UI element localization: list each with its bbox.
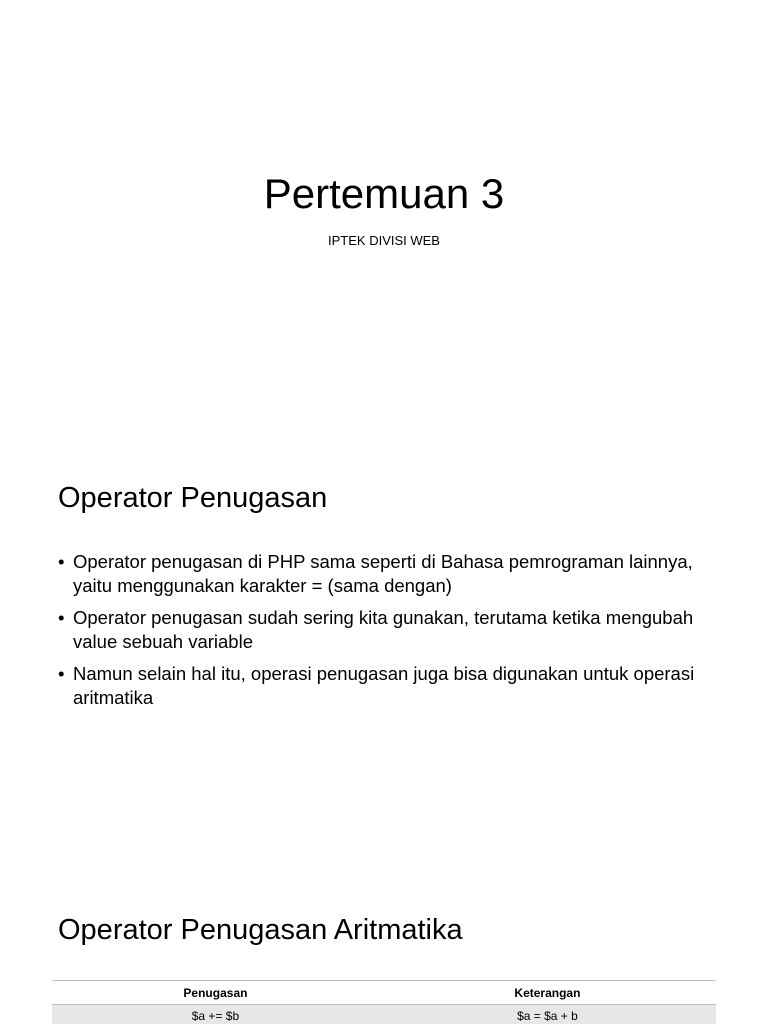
bullet-dot-icon: • [58,551,65,572]
table-header-penugasan: Penugasan [52,981,379,1005]
table-row [52,1005,716,1024]
table-header-row [52,981,716,1005]
bullet-dot-icon: • [58,607,65,628]
slide-subtitle: IPTEK DIVISI WEB [328,233,440,248]
bullet-text: Operator penugasan sudah sering kita gunakan, terutama ketika mengubah value sebuah variable [73,607,694,652]
table-cell: $a = $a + b [379,1005,716,1024]
slide-title-pertemuan: Pertemuan 3 [263,170,505,217]
bullet-item [58,662,718,710]
bullet-item [58,606,718,654]
bullet-list [58,550,718,718]
bullet-text: Namun selain hal itu, operasi penugasan juga bisa digunakan untuk operasi aritmatika [73,663,695,708]
table-cell: $a += $b [52,1005,379,1024]
operator-table [52,980,716,1024]
bullet-dot-icon: • [58,663,65,684]
bullet-text: Operator penugasan di PHP sama seperti di Bahasa pemrograman lainnya, yaitu menggunakan karakter = (sama dengan) [73,551,693,596]
section-title-operator-aritmatika: Operator Penugasan Aritmatika [58,914,463,946]
table-header-keterangan: Keterangan [379,981,716,1005]
section-title-operator-penugasan: Operator Penugasan [58,482,328,514]
bullet-item [58,550,718,598]
